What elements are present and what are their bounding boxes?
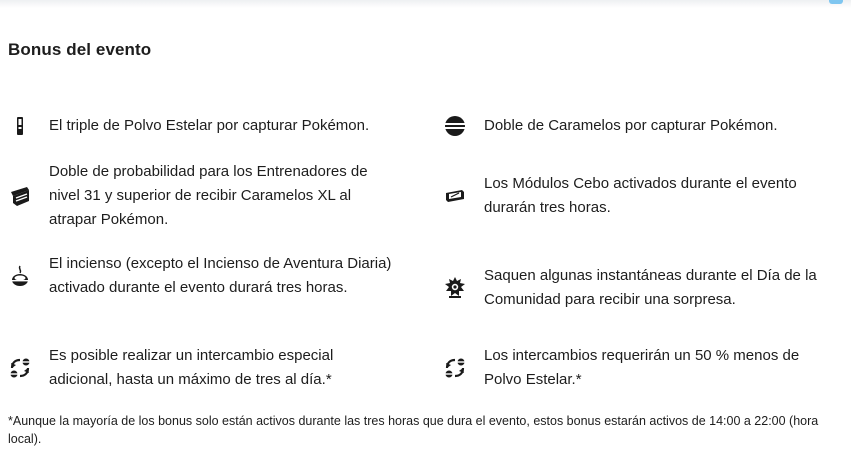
candy-xl-icon [8, 184, 32, 208]
scroll-indicator [829, 0, 843, 4]
bonus-text: Saquen algunas instantáneas durante el Día de la Comunidad para recibir una sorpresa. [484, 267, 817, 308]
lure-module-icon [443, 184, 467, 208]
candy-icon [443, 114, 467, 138]
bonus-text: El triple de Polvo Estelar por capturar Pokémon. [49, 117, 370, 134]
stardust-icon [8, 114, 32, 138]
bonus-text: Es posible realizar un intercambio especial adicional, hasta un máximo de tres al día.* [49, 347, 334, 388]
incense-icon [8, 264, 32, 288]
bonus-special-trade [8, 344, 398, 392]
snapshot-icon [443, 276, 467, 300]
trade-icon [443, 356, 467, 380]
bonus-candy-xl [8, 160, 398, 232]
bonus-candy [443, 114, 833, 138]
bonus-snapshot [443, 264, 833, 312]
bonus-incense [8, 252, 398, 300]
bonus-text: El incienso (excepto el Incienso de Aventura Diaria) activado durante el evento durará tres horas. [49, 255, 392, 296]
bonus-stardust [8, 114, 398, 138]
top-shadow [0, 0, 851, 8]
bonus-trade-stardust [443, 344, 833, 392]
bonus-text: Los Módulos Cebo activados durante el evento durarán tres horas. [484, 175, 797, 216]
bonus-text: Los intercambios requerirán un 50 % menos de Polvo Estelar.* [484, 347, 800, 388]
bonus-lure-module [443, 172, 833, 220]
bonus-text: Doble de Caramelos por capturar Pokémon. [484, 117, 778, 134]
trade-icon [8, 356, 32, 380]
bonus-text: Doble de probabilidad para los Entrenadores de nivel 31 y superior de recibir Caramelos XL al atrapar Pokémon. [49, 163, 368, 228]
section-title: Bonus del evento [8, 40, 152, 59]
footnote: *Aunque la mayoría de los bonus solo están activos durante las tres horas que dura el evento, estos bonus estarán activos de 14:00 a 22:00 (hora local). [8, 414, 819, 446]
